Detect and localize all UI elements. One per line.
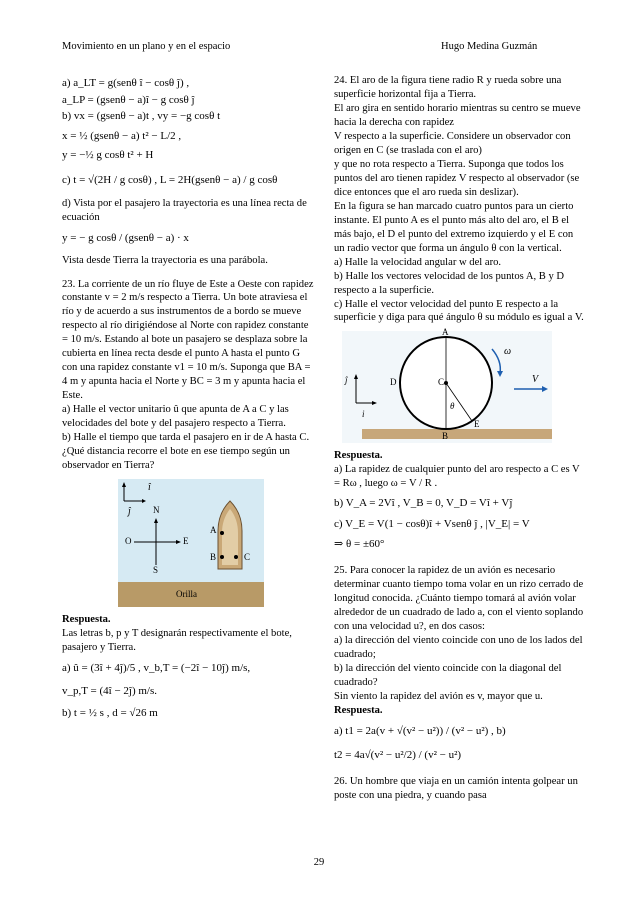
problem-24-2: V respecto a la superficie. Considere un observador con origen en C (se traslada con el aro) [334,130,571,156]
point-c: C [244,552,251,563]
page-number: 29 [313,857,325,868]
header-right: Hugo Medina Guzmán [441,41,538,52]
ring-theta-label: θ [450,401,455,412]
problem-24b: b) Halle los vectores velocidad de los puntos A, B y D respecto a la superficie. [334,270,565,296]
point-a: A [210,525,217,536]
compass-s: S [153,565,159,576]
problem-25b: b) la dirección del viento coincide con la diagonal del cuadrado? [334,662,562,688]
text-d: d) Vista por el pasajero la trayectoria es una línea recta de ecuación [62,198,307,224]
problem-25: 25. Para conocer la rapidez de un avión es necesario determinar cuanto tiempo toma volar en un rizo cerrado de longitud conocida. ¿Cuánto tiempo tomará al avión volar alrededor de un cuadrado de lado a, con el viento soplando con una velocidad u?, en dos casos: [334,564,584,632]
problem-24-3: y que no rota respecto a Tierra. Suponga que todos los puntos del aro tienen rapidez V respecto al observador (se dice entonces que el aro rueda sin deslizar). [334,158,580,198]
resp-23a: a) û = (3î + 4ĵ)/5 , v_b,T = (−2î − 10ĵ) m/s, [62,661,251,674]
problem-23b: b) Halle el tiempo que tarda el pasajero en ir de A hasta C. ¿Qué distancia recorre el bote en ese tiempo según un observador en Tierra? [62,432,310,472]
resp-24c2: ⇒ θ = ±60° [334,538,385,551]
ring-diagram [342,331,552,443]
respuesta-25: Respuesta. [334,704,383,716]
boat-figure [118,479,264,607]
ring-point-e: E [474,419,480,430]
resp-25a: a) t1 = 2a(v + √(v² − u²)) / (v² − u²) , b) [334,724,506,737]
resp-24c: c) V_E = V(1 − cosθ)î + Vsenθ ĵ , |V_E| = V [334,517,530,530]
ring-v-label: V [532,374,539,386]
fig-i-label: î [148,482,151,494]
resp-23-text: Las letras b, p y T designarán respectivamente el bote, pasajero y Tierra. [62,628,292,654]
ring-point-d: D [390,377,397,388]
eq-a-lp: a_LP = (gsenθ − a)î − g cosθ ĵ [62,93,195,106]
header-left: Movimiento en un plano y en el espacio [62,41,231,52]
problem-24: 24. El aro de la figura tiene radio R y rueda sobre una superficie horizontal fija a Tierra. [334,75,562,100]
problem-23: 23. La corriente de un río fluye de Este a Oeste con rapidez constante v = 2 m/s respecto a Tierra. Un bote atraviesa el río y de acuerdo a sus instrumentos de a bordo se mueve respecto al río dirigiéndose al Norte con rapidez constante = 10 m/s. Estando al bote un pasajero se desplaza sobre la cubierta en línea recta desde el punto A hasta el punto G con una rapidez constante v1 = 10 m/s. Suponga que BA = 4 m y apunta hacia el Norte y BC = 3 m y apunta hacia el Este. [62,278,314,402]
compass-e: E [183,536,189,547]
ring-point-a: A [442,327,449,338]
boat-diagram [118,479,264,607]
eq-a-lt: a) a_LT = g(senθ î − cosθ ĵ) , [62,77,190,89]
problem-24a: a) Halle la velocidad angular w del aro. [334,256,502,268]
resp-24b: b) V_A = 2Vî , V_B = 0, V_D = Vî + Vĵ [334,497,513,510]
problem-24-1: El aro gira en sentido horario mientras su centro se mueve hacia la derecha con rapidez [334,102,581,128]
eq-b-x: x = ½ (gsenθ − a) t² − L/2 , [62,129,182,142]
problem-25a: a) la dirección del viento coincide con uno de los lados del cuadrado; [334,634,583,660]
ring-omega-label: ω [504,346,512,358]
resp-24a: a) La rapidez de cualquier punto del aro respecto a C es V = Rω , luego ω = V / R . [334,464,580,490]
problem-26: 26. Un hombre que viaja en un camión intenta golpear un poste con una piedra, y cuando pasa [334,775,578,801]
resp-23a2: v_p,T = (4î − 2ĵ) m/s. [62,684,158,697]
ring-point-c: C [438,377,445,388]
problem-24-4: En la figura se han marcado cuatro puntos para un cierto instante. El punto A es el punto más alto del aro, el B el más bajo, el D el punto del extremo izquierdo y el E con un radio vector que forma un ángulo θ con la vertical. [334,200,574,254]
compass-o: O [125,536,132,547]
ring-figure [342,327,552,443]
eq-b-y: y = −½ g cosθ t² + H [62,149,154,162]
problem-23a: a) Halle el vector unitario û que apunta de A a C y las velocidades del bote y del pasajero respecto a Tierra. [62,404,289,430]
left-column [62,74,314,723]
eq-d: y = − g cosθ / (gsenθ − a) · x [62,232,189,245]
shore-label: Orilla [176,589,197,600]
ring-point-b: B [442,431,449,442]
eq-c: c) t = √(2H / g cosθ) , L = 2H(gsenθ − a) / g cosθ [62,173,278,186]
ring-j-label: ĵ [345,375,348,386]
resp-23b: b) t = ½ s , d = √26 m [62,707,158,720]
fig-j-label: ĵ [128,506,131,518]
ring-i-label: i [362,409,365,420]
right-column [334,74,584,803]
problem-25c: Sin viento la rapidez del avión es v, mayor que u. [334,690,543,702]
text-vista: Vista desde Tierra la trayectoria es una parábola. [62,254,268,266]
respuesta-24: Respuesta. [334,450,383,462]
compass-n: N [153,505,160,516]
respuesta-23: Respuesta. [62,614,111,626]
resp-25b: t2 = 4a√(v² − u²/2) / (v² − u²) [334,749,462,762]
point-b: B [210,552,217,563]
problem-24c: c) Halle el vector velocidad del punto E respecto a la superficie y diga para qué ángulo θ su módulo es igual a V. [334,298,584,324]
eq-b-vx: b) vx = (gsenθ − a)t , vy = −g cosθ t [62,110,221,123]
